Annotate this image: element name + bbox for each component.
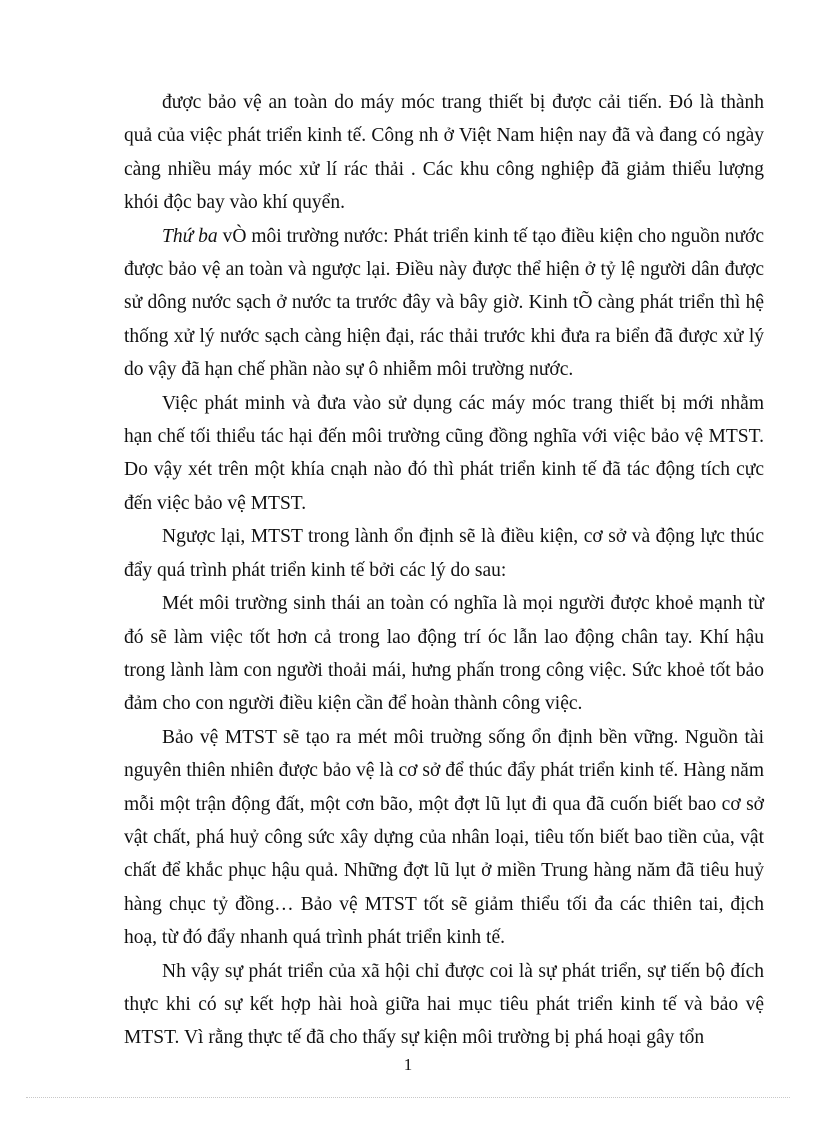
- paragraph-6: [124, 721, 764, 955]
- page-bottom-divider: [26, 1097, 790, 1098]
- paragraph-7: [124, 955, 764, 1055]
- paragraph-3: [124, 387, 764, 521]
- paragraph-5-text: Mét môi trường sinh thái an toàn có nghĩa là mọi người được khoẻ mạnh từ đó sẽ làm việc tốt hơn cả trong lao động trí óc lẫn lao động chân tay. Khí hậu trong lành làm con người thoải mái, hưng phấn trong công việc. Sức khoẻ tốt bảo đảm cho con người điều kiện cần để hoàn thành công việc.: [124, 593, 764, 715]
- page-number: 1: [403, 1055, 413, 1074]
- paragraph-1-text: được bảo vệ an toàn do máy móc trang thiết bị được cải tiến. Đó là thành quả của việc phát triển kinh tế. Công nh ở Việt Nam hiện nay đã và đang có ngày càng nhiều máy móc xử lí rác thải . Các khu công nghiệp đã giảm thiểu lượng khói độc bay vào khí quyển.: [124, 92, 764, 214]
- paragraph-1: [124, 86, 764, 220]
- paragraph-7-text: Nh vậy sự phát triển của xã hội chỉ được coi là sự phát triển, sự tiến bộ đích thực khi có sự kết hợp hài hoà giữa hai mục tiêu phát triển kinh tế và bảo vệ MTST. Vì rằng thực tế đã cho thấy sự kiện môi trường bị phá hoại gây tổn: [124, 960, 764, 1049]
- paragraph-2: [124, 220, 764, 387]
- body-text: [124, 86, 764, 1055]
- paragraph-2-text: vÒ môi trường nước: Phát triển kinh tế tạo điều kiện cho nguồn nước được bảo vệ an toàn và ngược lại. Điều này được thể hiện ở tỷ lệ người dân được sử dông nước sạch ở nước ta trước đây và bây giờ. Kinh tÕ càng phát triển thì hệ thống xử lý nước sạch càng hiện đại, rác thải trước khi đưa ra biển đã được xử lý do vậy đã hạn chế phần nào sự ô nhiễm môi trường nước.: [124, 225, 764, 381]
- paragraph-5: [124, 587, 764, 721]
- paragraph-2-lead: Thứ ba: [162, 225, 218, 247]
- paragraph-3-text: Việc phát minh và đưa vào sử dụng các máy móc trang thiết bị mới nhằm hạn chế tối thiểu tác hại đến môi trường cũng đồng nghĩa với việc bảo vệ MTST. Do vậy xét trên một khía cnạh nào đó thì phát triển kinh tế đã tác động tích cực đến việc bảo vệ MTST.: [124, 392, 764, 514]
- paragraph-6-text: Bảo vệ MTST sẽ tạo ra mét môi truờng sống ổn định bền vững. Nguồn tài nguyên thiên nhiên được bảo vệ là cơ sở để thúc đẩy phát triển kinh tế. Hàng năm mỗi một trận động đất, một cơn bão, một đợt lũ lụt đi qua đã cuốn biết bao cơ sở vật chất, phá huỷ công sức xây dựng của nhân loại, tiêu tốn biết bao tiền của, vật chất để khắc phục hậu quả. Những đợt lũ lụt ở miền Trung hàng năm đã tiêu huỷ hàng chục tỷ đồng… Bảo vệ MTST tốt sẽ giảm thiểu tối đa các thiên tai, địch hoạ, từ đó đẩy nhanh quá trình phát triển kinh tế.: [124, 726, 764, 949]
- paragraph-4: [124, 520, 764, 587]
- paragraph-4-text: Ngược lại, MTST trong lành ổn định sẽ là điều kiện, cơ sở và động lực thúc đẩy quá trình phát triển kinh tế bởi các lý do sau:: [124, 526, 764, 581]
